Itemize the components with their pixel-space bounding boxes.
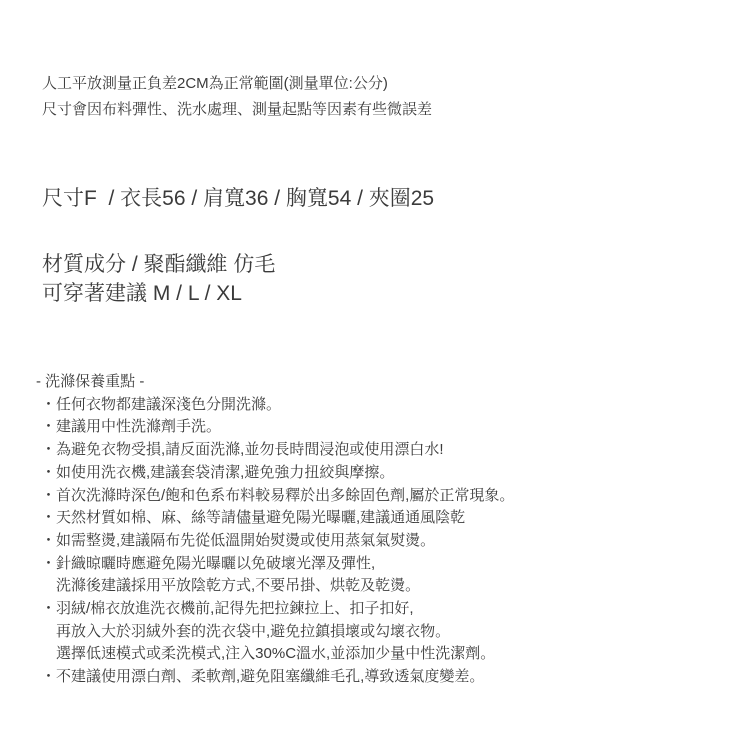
measurement-notes xyxy=(42,71,432,123)
care-line-text: 如使用洗衣機,建議套袋清潔,避免強力扭絞與摩擦。 xyxy=(56,463,395,481)
bullet-marker: ・ xyxy=(41,418,57,436)
care-line-text: 不建議使用漂白劑、柔軟劑,避免阻塞纖維毛孔,導致透氣度變差。 xyxy=(56,668,485,686)
material-info xyxy=(42,250,275,308)
care-line xyxy=(36,439,514,462)
care-line-text: 首次洗滌時深色/飽和色系布料較易釋於出多餘固色劑,屬於正常現象。 xyxy=(56,486,515,504)
washing-care-heading: - 洗滌保養重點 - xyxy=(36,373,145,390)
bullet-marker: ・ xyxy=(41,509,57,527)
care-line xyxy=(36,416,514,439)
care-line xyxy=(36,394,514,417)
care-line-continuation xyxy=(36,575,514,598)
bullet-marker xyxy=(41,575,56,598)
care-line-text: 洗滌後建議採用平放陰乾方式,不要吊掛、烘乾及乾燙。 xyxy=(56,577,421,595)
care-line-text: 如需整燙,建議隔布先從低溫開始熨燙或使用蒸氣氣熨燙。 xyxy=(56,531,436,549)
size-spec-line: 尺寸F / 衣長56 / 肩寬36 / 胸寬54 / 夾圈25 xyxy=(42,187,435,210)
bullet-marker: ・ xyxy=(41,486,57,504)
care-line xyxy=(36,553,514,576)
care-line-text: 天然材質如棉、麻、絲等請儘量避免陽光曝曬,建議通通風陰乾 xyxy=(56,509,466,527)
care-line-text: 為避免衣物受損,請反面洗滌,並勿長時間浸泡或使用漂白水! xyxy=(56,441,444,459)
care-line xyxy=(36,485,514,508)
care-line-text: 建議用中性洗滌劑手洗。 xyxy=(56,418,222,436)
washing-care-section xyxy=(36,371,514,689)
bullet-marker: ・ xyxy=(41,668,57,686)
care-line-text: 針織晾曬時應避免陽光曝曬以免破壞光澤及彈性, xyxy=(56,554,376,572)
bullet-marker xyxy=(41,643,56,666)
measurement-tolerance-note: 人工平放測量正負差2CM為正常範圍(測量單位:公分) xyxy=(42,75,388,92)
care-line-continuation xyxy=(36,643,514,666)
care-line-text: 羽絨/棉衣放進洗衣機前,記得先把拉鍊拉上、扣子扣好, xyxy=(56,600,414,618)
bullet-marker xyxy=(41,621,56,644)
bullet-marker: ・ xyxy=(41,531,57,549)
care-line-text: 選擇低速模式或柔洗模式,注入30%C溫水,並添加少量中性洗潔劑。 xyxy=(56,645,496,663)
care-line xyxy=(36,462,514,485)
care-line xyxy=(36,666,514,689)
bullet-marker: ・ xyxy=(41,395,57,413)
bullet-marker: ・ xyxy=(41,554,57,572)
care-line-text: 任何衣物都建議深淺色分開洗滌。 xyxy=(56,395,282,413)
material-composition: 材質成分 / 聚酯纖維 仿毛 xyxy=(42,253,276,276)
care-line xyxy=(36,530,514,553)
care-line-text: 再放入大於羽絨外套的洗衣袋中,避免拉鎮損壞或勾壞衣物。 xyxy=(56,622,451,640)
care-line xyxy=(36,507,514,530)
bullet-marker: ・ xyxy=(41,463,57,481)
wear-suggestion: 可穿著建議 M / L / XL xyxy=(42,282,242,305)
care-line-continuation xyxy=(36,621,514,644)
bullet-marker: ・ xyxy=(41,441,57,459)
bullet-marker: ・ xyxy=(41,600,57,618)
care-line xyxy=(36,598,514,621)
measurement-variance-note: 尺寸會因布料彈性、洗水處理、測量起點等因素有些微誤差 xyxy=(42,101,433,118)
